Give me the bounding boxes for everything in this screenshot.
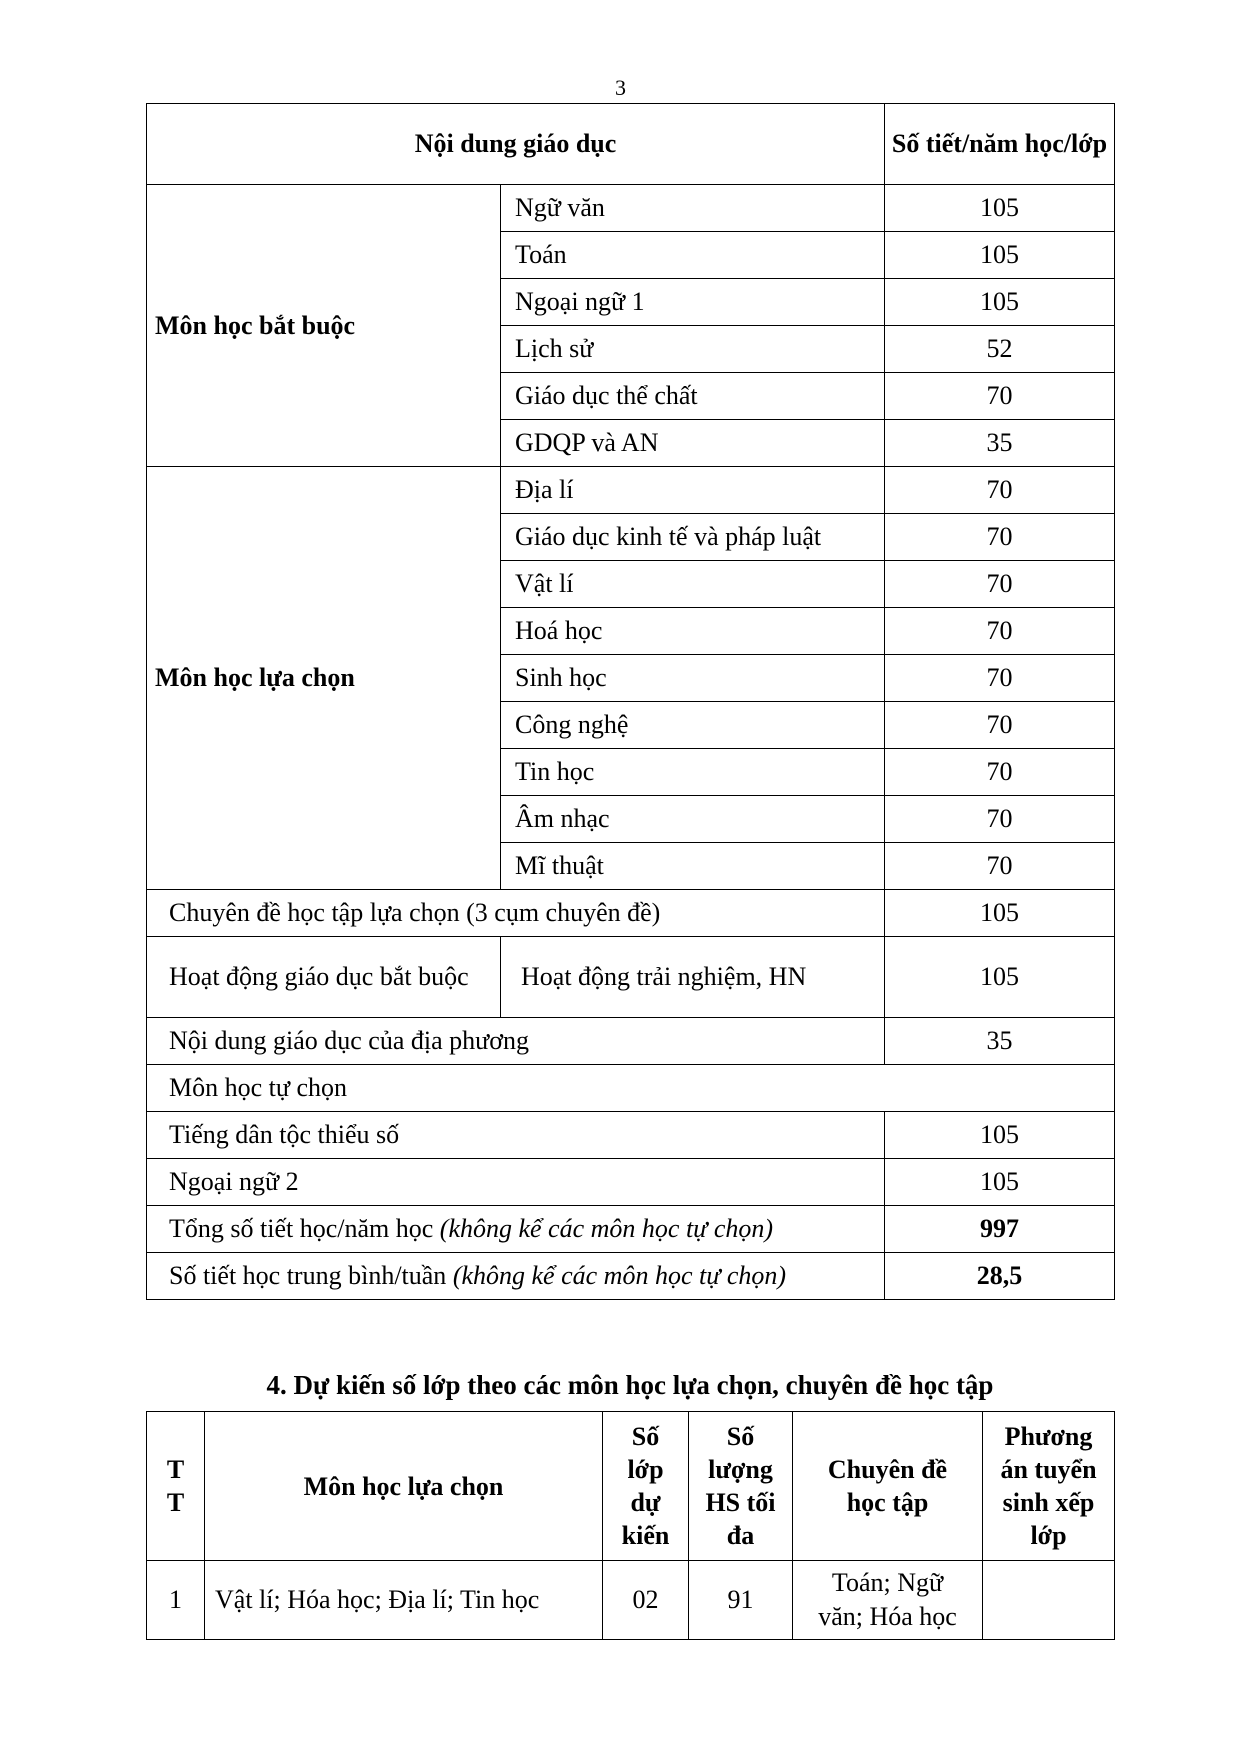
row-classes: 02 — [603, 1561, 689, 1640]
subject-periods: 70 — [885, 655, 1115, 702]
subject-name: Giáo dục thể chất — [501, 373, 885, 420]
optional-subject-periods: 105 — [885, 1159, 1115, 1206]
required-group-label: Môn học bắt buộc — [147, 185, 501, 467]
row-tt: 1 — [147, 1561, 205, 1640]
optional-subject-periods: 105 — [885, 1112, 1115, 1159]
optional-subject-row — [147, 1112, 1115, 1159]
optional-header: Môn học tự chọn — [147, 1065, 1115, 1112]
row-students: 91 — [689, 1561, 793, 1640]
subject-name: Lịch sử — [501, 326, 885, 373]
subject-name: Ngoại ngữ 1 — [501, 279, 885, 326]
subject-name: Vật lí — [501, 561, 885, 608]
subject-name: Sinh học — [501, 655, 885, 702]
subject-name: Toán — [501, 232, 885, 279]
section-4-title: 4. Dự kiến số lớp theo các môn học lựa chọn, chuyên đề học tập — [266, 1370, 994, 1400]
optional-header-row — [147, 1065, 1115, 1112]
class-plan-row — [147, 1561, 1115, 1640]
total-note: (không kể các môn học tự chọn) — [439, 1214, 774, 1243]
header-topics: Chuyên đề học tập — [793, 1412, 983, 1561]
subject-periods: 105 — [885, 232, 1115, 279]
local-content-row — [147, 1018, 1115, 1065]
subject-name: Địa lí — [501, 467, 885, 514]
class-plan-rows — [147, 1561, 1115, 1640]
subject-periods: 70 — [885, 608, 1115, 655]
topics-row — [147, 890, 1115, 937]
subject-name: Ngữ văn — [501, 185, 885, 232]
elective-group-label: Môn học lựa chọn — [147, 467, 501, 890]
average-value: 28,5 — [885, 1253, 1115, 1300]
activities-value: 105 — [885, 937, 1115, 1018]
activities-name: Hoạt động trải nghiệm, HN — [501, 937, 885, 1018]
average-note: (không kể các môn học tự chọn) — [452, 1261, 787, 1290]
total-label-text: Tổng số tiết học/năm học — [169, 1214, 440, 1243]
subject-periods: 70 — [885, 373, 1115, 420]
subject-periods: 35 — [885, 420, 1115, 467]
activities-group: Hoạt động giáo dục bắt buộc — [147, 937, 501, 1018]
header-plan: Phương án tuyển sinh xếp lớp — [983, 1412, 1115, 1561]
optional-subjects-group — [147, 1112, 1115, 1206]
subject-periods: 105 — [885, 185, 1115, 232]
page-number: 3 — [615, 75, 626, 100]
subject-periods: 70 — [885, 561, 1115, 608]
total-label — [147, 1206, 885, 1253]
row-topics: Toán; Ngữ văn; Hóa học — [793, 1561, 983, 1640]
header-classes: Số lớp dự kiến — [603, 1412, 689, 1561]
subject-periods: 70 — [885, 749, 1115, 796]
header-tt: T T — [147, 1412, 205, 1561]
topics-value: 105 — [885, 890, 1115, 937]
header-students: Số lượng HS tối đa — [689, 1412, 793, 1561]
subject-row — [147, 185, 1115, 232]
required-subjects-group — [147, 185, 1115, 467]
average-label — [147, 1253, 885, 1300]
subject-periods: 70 — [885, 843, 1115, 890]
elective-subjects-group — [147, 467, 1115, 890]
optional-subject-name: Ngoại ngữ 2 — [147, 1159, 885, 1206]
subject-name: Âm nhạc — [501, 796, 885, 843]
subject-name: Giáo dục kinh tế và pháp luật — [501, 514, 885, 561]
subject-periods: 105 — [885, 279, 1115, 326]
row-plan — [983, 1561, 1115, 1640]
class-plan-header-row — [147, 1412, 1115, 1561]
local-label: Nội dung giáo dục của địa phương — [147, 1018, 885, 1065]
total-row — [147, 1206, 1115, 1253]
activities-row — [147, 937, 1115, 1018]
header-periods: Số tiết/năm học/lớp — [885, 104, 1115, 185]
curriculum-table — [146, 103, 1115, 1300]
subject-name: Công nghệ — [501, 702, 885, 749]
optional-subject-row — [147, 1159, 1115, 1206]
subject-name: GDQP và AN — [501, 420, 885, 467]
subject-periods: 52 — [885, 326, 1115, 373]
table-header-row — [147, 104, 1115, 185]
average-row — [147, 1253, 1115, 1300]
header-content: Nội dung giáo dục — [147, 104, 885, 185]
subject-periods: 70 — [885, 796, 1115, 843]
total-value: 997 — [885, 1206, 1115, 1253]
optional-subject-name: Tiếng dân tộc thiểu số — [147, 1112, 885, 1159]
average-label-text: Số tiết học trung bình/tuần — [169, 1261, 453, 1290]
subject-name: Tin học — [501, 749, 885, 796]
subject-row — [147, 467, 1115, 514]
header-subjects: Môn học lựa chọn — [205, 1412, 603, 1561]
class-plan-table — [146, 1411, 1115, 1640]
subject-name: Hoá học — [501, 608, 885, 655]
subject-periods: 70 — [885, 702, 1115, 749]
subject-periods: 70 — [885, 467, 1115, 514]
subject-periods: 70 — [885, 514, 1115, 561]
topics-label: Chuyên đề học tập lựa chọn (3 cụm chuyên đề) — [147, 890, 885, 937]
row-subjects: Vật lí; Hóa học; Địa lí; Tin học — [205, 1561, 603, 1640]
subject-name: Mĩ thuật — [501, 843, 885, 890]
local-value: 35 — [885, 1018, 1115, 1065]
